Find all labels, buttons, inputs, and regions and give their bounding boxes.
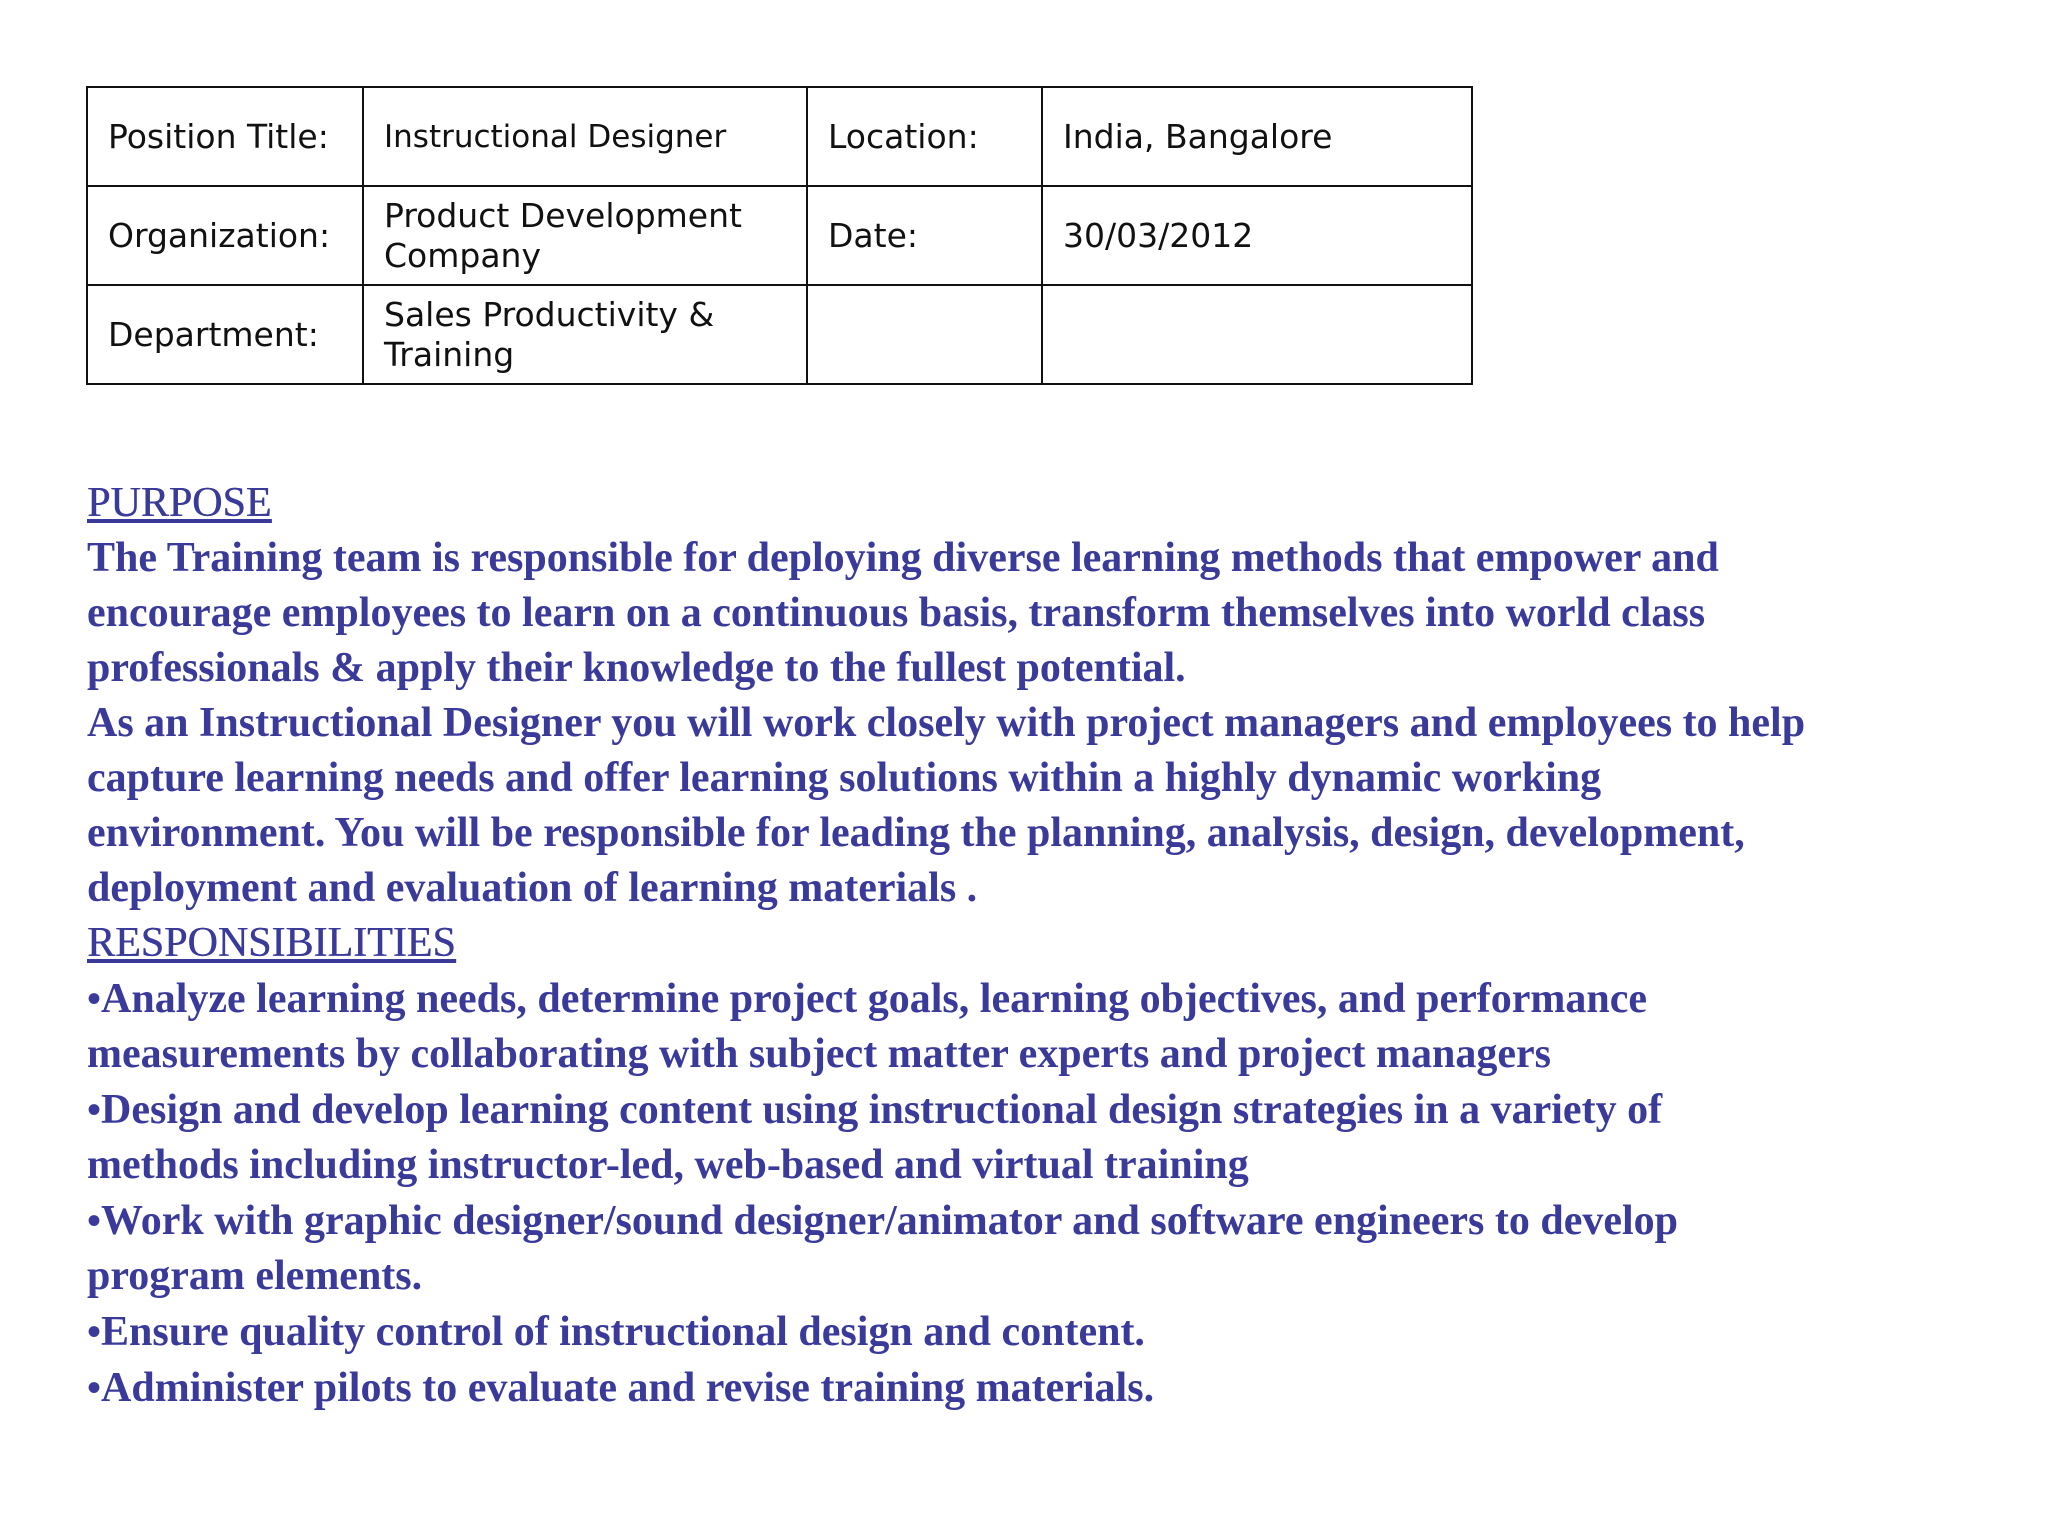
list-item xyxy=(87,971,1807,1082)
position-title-label: Position Title: xyxy=(87,87,363,186)
job-description-body xyxy=(87,476,1807,1416)
location-value: India, Bangalore xyxy=(1042,87,1472,186)
empty-cell xyxy=(807,285,1042,384)
date-value: 30/03/2012 xyxy=(1042,186,1472,285)
position-info-table xyxy=(86,86,1473,385)
list-item xyxy=(87,1193,1807,1304)
department-value: Sales Productivity & Training xyxy=(363,285,807,384)
responsibilities-heading: RESPONSIBILITIES xyxy=(87,920,456,966)
list-item-text: Analyze learning needs, determine project goals, learning objectives, and performance measurements by collaborating with subject matter experts and project managers xyxy=(87,976,1647,1077)
department-label: Department: xyxy=(87,285,363,384)
bullet-icon: • xyxy=(87,1365,102,1410)
list-item-text: Design and develop learning content using instructional design strategies in a variety of methods including instructor-led, web-based and virtual training xyxy=(87,1087,1663,1188)
table-row xyxy=(87,186,1472,285)
bullet-icon: • xyxy=(87,1087,102,1132)
list-item-text: Administer pilots to evaluate and revise training materials. xyxy=(101,1365,1155,1411)
list-item-text: Work with graphic designer/sound designer/animator and software engineers to develop program elements. xyxy=(87,1198,1679,1299)
list-item xyxy=(87,1304,1807,1360)
bullet-icon: • xyxy=(87,1309,102,1354)
role-paragraph: As an Instructional Designer you will work closely with project managers and employees to help capture learning needs and offer learning solutions within a highly dynamic working environment. You will be responsible for leading the planning, analysis, design, development, deployment and evaluation of learning materials . xyxy=(87,700,1806,911)
purpose-heading: PURPOSE xyxy=(87,480,272,526)
location-label: Location: xyxy=(807,87,1042,186)
date-label: Date: xyxy=(807,186,1042,285)
bullet-icon: • xyxy=(87,1198,102,1243)
empty-cell xyxy=(1042,285,1472,384)
list-item-text: Ensure quality control of instructional design and content. xyxy=(101,1309,1145,1355)
bullet-icon: • xyxy=(87,976,102,1021)
table-row xyxy=(87,285,1472,384)
list-item xyxy=(87,1082,1807,1193)
list-item xyxy=(87,1360,1807,1416)
organization-value: Product Development Company xyxy=(363,186,807,285)
table-row xyxy=(87,87,1472,186)
position-title-value: Instructional Designer xyxy=(363,87,807,186)
organization-label: Organization: xyxy=(87,186,363,285)
purpose-paragraph: The Training team is responsible for deploying diverse learning methods that empower and encourage employees to learn on a continuous basis, transform themselves into world class professionals & apply their knowledge to the fullest potential. xyxy=(87,535,1719,691)
